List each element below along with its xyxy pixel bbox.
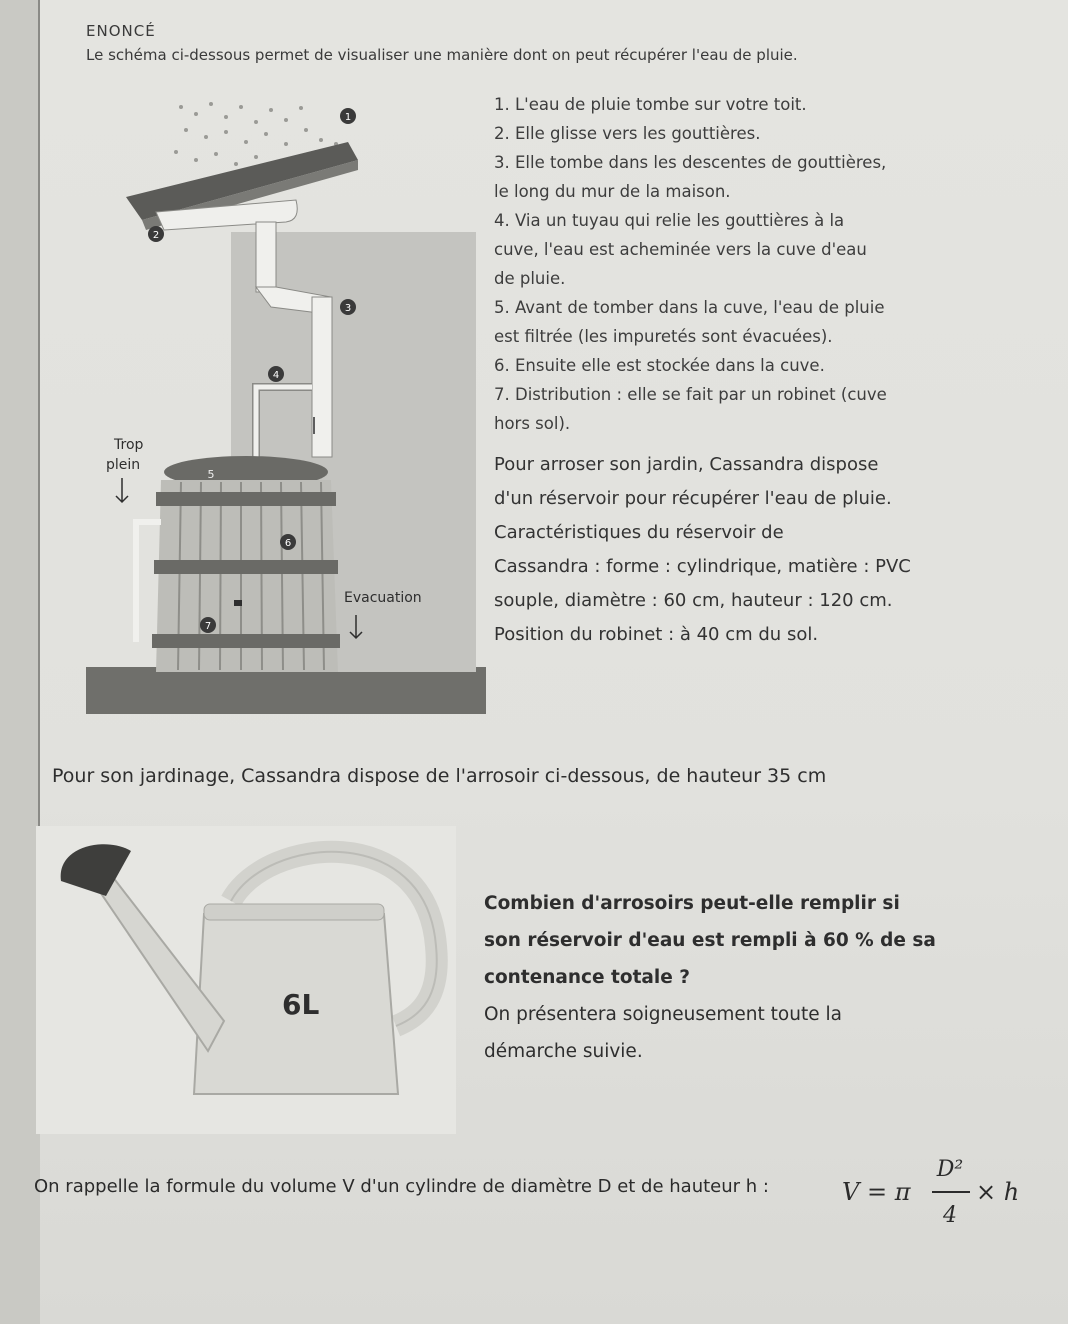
downpipe-lower	[312, 297, 332, 457]
cylinder-volume-formula	[842, 1148, 1052, 1228]
step-line: le long du mur de la maison.	[494, 182, 731, 201]
svg-text:3: 3	[344, 303, 352, 314]
step-line: 1. L'eau de pluie tombe sur votre toit.	[494, 95, 807, 114]
step-line: 7. Distribution : elle se fait par un robinet (cuve	[494, 385, 887, 404]
section-title: ENONCÉ	[86, 22, 156, 40]
step-line: cuve, l'eau est acheminée vers la cuve d'eau	[494, 240, 867, 259]
step-line: 5. Avant de tomber dans la cuve, l'eau de pluie	[494, 298, 885, 317]
tank-hoop-middle	[154, 560, 338, 574]
svg-text:1: 1	[344, 112, 352, 123]
label-trop: Trop	[114, 437, 144, 453]
step-line: de pluie.	[494, 269, 566, 288]
step-line: 4. Via un tuyau qui relie les gouttières à la	[494, 211, 845, 230]
formula-lhs: V = π	[842, 1178, 911, 1206]
label-plein: plein	[106, 457, 141, 473]
instruction-line: démarche suivie.	[484, 1041, 643, 1062]
watering-can-image	[36, 826, 456, 1134]
step-line: 3. Elle tombe dans les descentes de gouttières,	[494, 153, 887, 172]
formula-reminder: On rappelle la formule du volume V d'un cylindre de diamètre D et de hauteur h :	[34, 1176, 769, 1197]
svg-text:4: 4	[272, 370, 280, 381]
svg-text:7: 7	[204, 621, 212, 632]
svg-text:2: 2	[152, 230, 160, 241]
tank-hoop-bottom	[152, 634, 340, 648]
question-line: Combien d'arrosoirs peut-elle remplir si	[484, 893, 900, 914]
question-line: contenance totale ?	[484, 967, 690, 988]
can-capacity-label: 6L	[282, 988, 320, 1021]
reservoir-line: Pour arroser son jardin, Cassandra dispose	[494, 454, 879, 475]
svg-text:6: 6	[284, 538, 292, 549]
reservoir-line: Caractéristiques du réservoir de	[494, 522, 784, 543]
question-block	[484, 885, 936, 1070]
reservoir-line: souple, diamètre : 60 cm, hauteur : 120 cm.	[494, 590, 893, 611]
reservoir-line: Cassandra : forme : cylindrique, matière : PVC	[494, 556, 911, 577]
formula-numerator: D²	[936, 1157, 964, 1182]
svg-text:5: 5	[207, 468, 215, 481]
steps-list	[494, 90, 1014, 438]
label-evacuation: Evacuation	[344, 590, 422, 606]
reservoir-line: Position du robinet : à 40 cm du sol.	[494, 624, 819, 645]
question-line: son réservoir d'eau est rempli à 60 % de sa	[484, 930, 936, 951]
formula-rhs: × h	[976, 1178, 1020, 1206]
downpipe-upper	[256, 222, 276, 292]
tank-hoop-top	[156, 492, 336, 506]
step-line: hors sol).	[494, 414, 571, 433]
formula-denominator: 4	[943, 1203, 957, 1228]
rainwater-diagram	[86, 82, 486, 714]
reservoir-line: d'un réservoir pour récupérer l'eau de pluie.	[494, 488, 892, 509]
step-line: 6. Ensuite elle est stockée dans la cuve.	[494, 356, 825, 375]
ground	[86, 667, 486, 714]
arrosoir-intro: Pour son jardinage, Cassandra dispose de l'arrosoir ci-dessous, de hauteur 35 cm	[52, 765, 827, 787]
tap-icon	[234, 600, 242, 606]
step-line: est filtrée (les impuretés sont évacuées).	[494, 327, 833, 346]
instruction-line: On présentera soigneusement toute la	[484, 1004, 842, 1025]
reservoir-description	[494, 448, 1034, 652]
page-left-shadow	[0, 0, 40, 1324]
step-line: 2. Elle glisse vers les gouttières.	[494, 124, 761, 143]
intro-text: Le schéma ci-dessous permet de visualiser une manière dont on peut récupérer l'eau de pluie.	[86, 46, 798, 64]
